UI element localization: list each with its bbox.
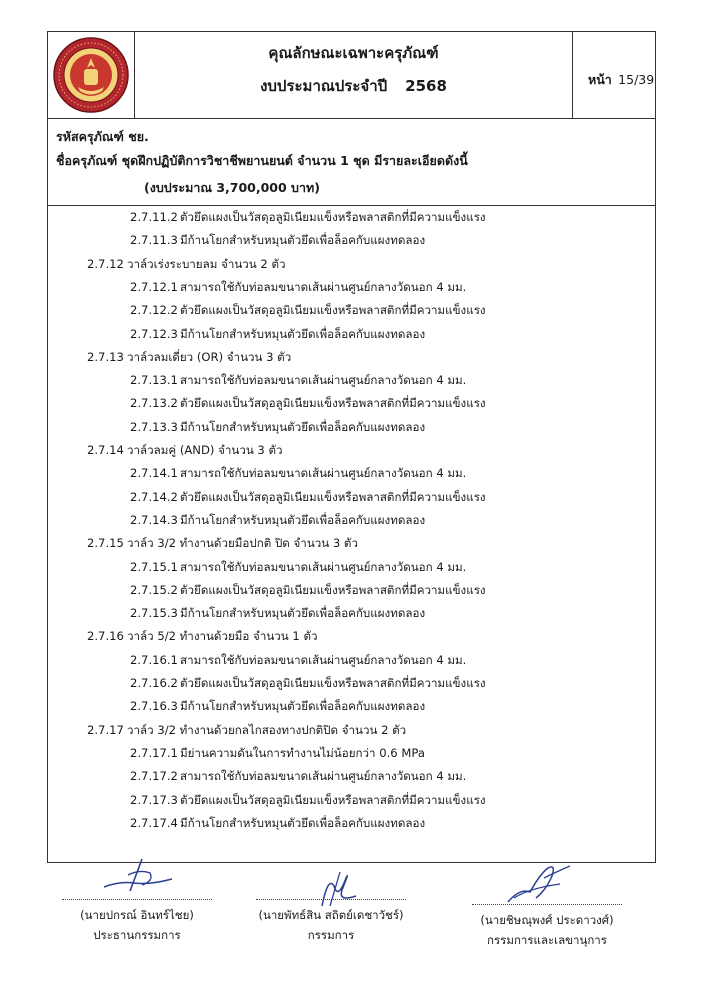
spec-text: มีก้านโยกสำหรับหมุนตัวยึดเพื่อล็อคกับแผงทดลอง — [180, 419, 426, 434]
spec-number: 2.7.11.3 — [130, 233, 178, 248]
page-number-label: หน้า — [588, 72, 612, 87]
budget-year-value: 2568 — [405, 77, 447, 95]
spec-item — [130, 652, 466, 670]
spec-item — [130, 279, 466, 297]
spec-number: 2.7.17.1 — [130, 745, 178, 760]
spec-item — [130, 489, 486, 507]
spec-item — [130, 302, 486, 320]
spec-number: 2.7.13.1 — [130, 373, 178, 388]
spec-item — [130, 675, 486, 693]
spec-text: มีก้านโยกสำหรับหมุนตัวยึดเพื่อล็อคกับแผงทดลอง — [180, 815, 426, 830]
spec-number: 2.7.12.1 — [130, 279, 178, 294]
spec-number: 2.7.14.2 — [130, 489, 178, 504]
equipment-code: รหัสครุภัณฑ์ ชย. — [56, 129, 149, 144]
spec-number: 2.7.17.2 — [130, 769, 178, 784]
title-cell — [135, 32, 573, 118]
document-header — [48, 32, 655, 119]
spec-number: 2.7.15 — [87, 536, 124, 551]
spec-number: 2.7.14 — [87, 443, 124, 457]
signature-2-line — [256, 899, 406, 900]
spec-text: สามารถใช้กับท่อลมขนาดเส้นผ่านศูนย์กลางวัดนอก 4 มม. — [180, 559, 467, 574]
spec-text: ตัวยึดแผงเป็นวัสดุอลูมิเนียมแข็งหรือพลาสติกที่มีความแข็งแรง — [180, 582, 486, 597]
spec-text: วาล์วลมเดี่ยว (OR) จำนวน 3 ตัว — [127, 349, 292, 364]
signature-2-handwriting — [312, 866, 372, 910]
spec-subsection — [87, 256, 286, 274]
document-frame — [47, 31, 656, 863]
spec-number: 2.7.13.3 — [130, 419, 178, 434]
spec-number: 2.7.17.4 — [130, 815, 178, 830]
spec-number: 2.7.15.3 — [130, 606, 178, 621]
spec-text: มีก้านโยกสำหรับหมุนตัวยึดเพื่อล็อคกับแผงทดลอง — [180, 233, 426, 248]
spec-item — [130, 792, 486, 810]
spec-number: 2.7.16.2 — [130, 676, 178, 690]
signature-1-line — [62, 899, 212, 900]
spec-number: 2.7.16.3 — [130, 699, 178, 714]
spec-text: ตัวยึดแผงเป็นวัสดุอลูมิเนียมแข็งหรือพลาสติกที่มีความแข็งแรง — [180, 396, 486, 411]
spec-text: วาล์ว 5/2 ทำงานด้วยมือ จำนวน 1 ตัว — [127, 629, 318, 644]
spec-number: 2.7.14.3 — [130, 512, 178, 527]
spec-item — [130, 698, 425, 716]
spec-text: มีก้านโยกสำหรับหมุนตัวยึดเพื่อล็อคกับแผงทดลอง — [180, 326, 426, 341]
spec-text: ตัวยึดแผงเป็นวัสดุอลูมิเนียมแข็งหรือพลาสติกที่มีความแข็งแรง — [180, 792, 486, 807]
spec-text: มีก้านโยกสำหรับหมุนตัวยึดเพื่อล็อคกับแผงทดลอง — [180, 606, 426, 621]
spec-number: 2.7.13 — [87, 349, 124, 364]
spec-item — [130, 745, 425, 763]
vocational-education-seal-icon — [48, 32, 134, 118]
spec-text: วาล์ว 3/2 ทำงานด้วยมือปกติ ปิด จำนวน 3 ตัว — [127, 536, 358, 551]
signature-3-name: (นายชิษณุพงศ์ ประดาวงศ์) — [480, 913, 614, 927]
spec-text: ตัวยึดแผงเป็นวัสดุอลูมิเนียมแข็งหรือพลาสติกที่มีความแข็งแรง — [180, 489, 486, 504]
spec-number: 2.7.17.3 — [130, 792, 178, 807]
spec-text: มีก้านโยกสำหรับหมุนตัวยึดเพื่อล็อคกับแผงทดลอง — [180, 699, 426, 714]
page-number-value: 15/39 — [618, 72, 655, 87]
spec-number: 2.7.12 — [87, 256, 124, 271]
signature-3-line — [472, 904, 622, 905]
equipment-info — [48, 119, 655, 206]
spec-text: วาล์วเร่งระบายลม จำนวน 2 ตัว — [127, 256, 286, 271]
spec-item — [130, 559, 466, 577]
spec-number: 2.7.16.1 — [130, 652, 178, 667]
page-number — [588, 70, 654, 90]
signature-3-position: กรรมการและเลขานุการ — [487, 933, 607, 947]
spec-item — [130, 815, 425, 833]
spec-number: 2.7.12.2 — [130, 303, 178, 318]
spec-text: มีก้านโยกสำหรับหมุนตัวยึดเพื่อล็อคกับแผงทดลอง — [180, 512, 426, 527]
signature-2-position: กรรมการ — [307, 928, 355, 942]
specification-list — [48, 206, 655, 862]
spec-text: สามารถใช้กับท่อลมขนาดเส้นผ่านศูนย์กลางวัดนอก 4 มม. — [180, 769, 467, 784]
spec-number: 2.7.17 — [87, 722, 124, 737]
spec-text: สามารถใช้กับท่อลมขนาดเส้นผ่านศูนย์กลางวัดนอก 4 มม. — [180, 466, 467, 481]
spec-text: ตัวยึดแผงเป็นวัสดุอลูมิเนียมแข็งหรือพลาสติกที่มีความแข็งแรง — [180, 676, 486, 690]
spec-number: 2.7.13.2 — [130, 396, 178, 411]
logo-cell — [48, 32, 135, 118]
spec-item — [130, 768, 466, 786]
spec-text: สามารถใช้กับท่อลมขนาดเส้นผ่านศูนย์กลางวัดนอก 4 มม. — [180, 373, 467, 388]
spec-item — [130, 582, 486, 600]
spec-item — [130, 232, 425, 250]
spec-text: ตัวยึดแผงเป็นวัสดุอลูมิเนียมแข็งหรือพลาสติกที่มีความแข็งแรง — [180, 303, 486, 318]
spec-number: 2.7.11.2 — [130, 210, 178, 224]
document-title: คุณลักษณะเฉพาะครุภัณฑ์ — [268, 44, 439, 62]
spec-subsection — [87, 349, 291, 367]
spec-text: สามารถใช้กับท่อลมขนาดเส้นผ่านศูนย์กลางวัดนอก 4 มม. — [180, 652, 467, 667]
page-number-cell — [573, 32, 655, 118]
spec-number: 2.7.16 — [87, 629, 124, 644]
spec-item — [130, 372, 466, 390]
spec-number: 2.7.15.1 — [130, 559, 178, 574]
spec-subsection — [87, 628, 318, 646]
spec-item — [130, 326, 425, 344]
spec-text: ตัวยึดแผงเป็นวัสดุอลูมิเนียมแข็งหรือพลาสติกที่มีความแข็งแรง — [180, 210, 486, 224]
signature-1-handwriting — [98, 855, 188, 895]
spec-item — [130, 209, 486, 227]
spec-item — [130, 512, 425, 530]
spec-number: 2.7.14.1 — [130, 466, 178, 481]
spec-text: วาล์ว 3/2 ทำงานด้วยกลไกสองทางปกติปิด จำนวน 2 ตัว — [127, 722, 407, 737]
spec-item — [130, 605, 425, 623]
signature-3-handwriting — [500, 858, 580, 906]
signature-1-name: (นายปกรณ์ อินทร์ไชย) — [80, 908, 194, 922]
spec-text: มีย่านความดันในการทำงานไม่น้อยกว่า 0.6 MPa — [180, 745, 425, 760]
budget-year-title — [135, 74, 572, 98]
budget-year-label: งบประมาณประจำปี — [260, 77, 388, 95]
spec-subsection — [87, 535, 358, 553]
spec-text: สามารถใช้กับท่อลมขนาดเส้นผ่านศูนย์กลางวัดนอก 4 มม. — [180, 279, 467, 294]
signature-2-name: (นายพัทธ์สิน สถิตย์เดชาวัชร์) — [258, 908, 404, 922]
spec-item — [130, 419, 425, 437]
equipment-budget: (งบประมาณ 3,700,000 บาท) — [144, 180, 320, 195]
spec-item — [130, 465, 466, 483]
spec-subsection — [87, 442, 283, 460]
equipment-name: ชื่อครุภัณฑ์ ชุดฝึกปฏิบัติการวิชาชีพยานยนต์ จำนวน 1 ชุด มีรายละเอียดดังนี้ — [56, 153, 468, 168]
spec-number: 2.7.12.3 — [130, 326, 178, 341]
spec-number: 2.7.15.2 — [130, 582, 178, 597]
spec-item — [130, 395, 486, 413]
signature-1-position: ประธานกรรมการ — [93, 928, 181, 942]
spec-subsection — [87, 722, 406, 740]
spec-text: วาล์วลมคู่ (AND) จำนวน 3 ตัว — [127, 443, 283, 457]
